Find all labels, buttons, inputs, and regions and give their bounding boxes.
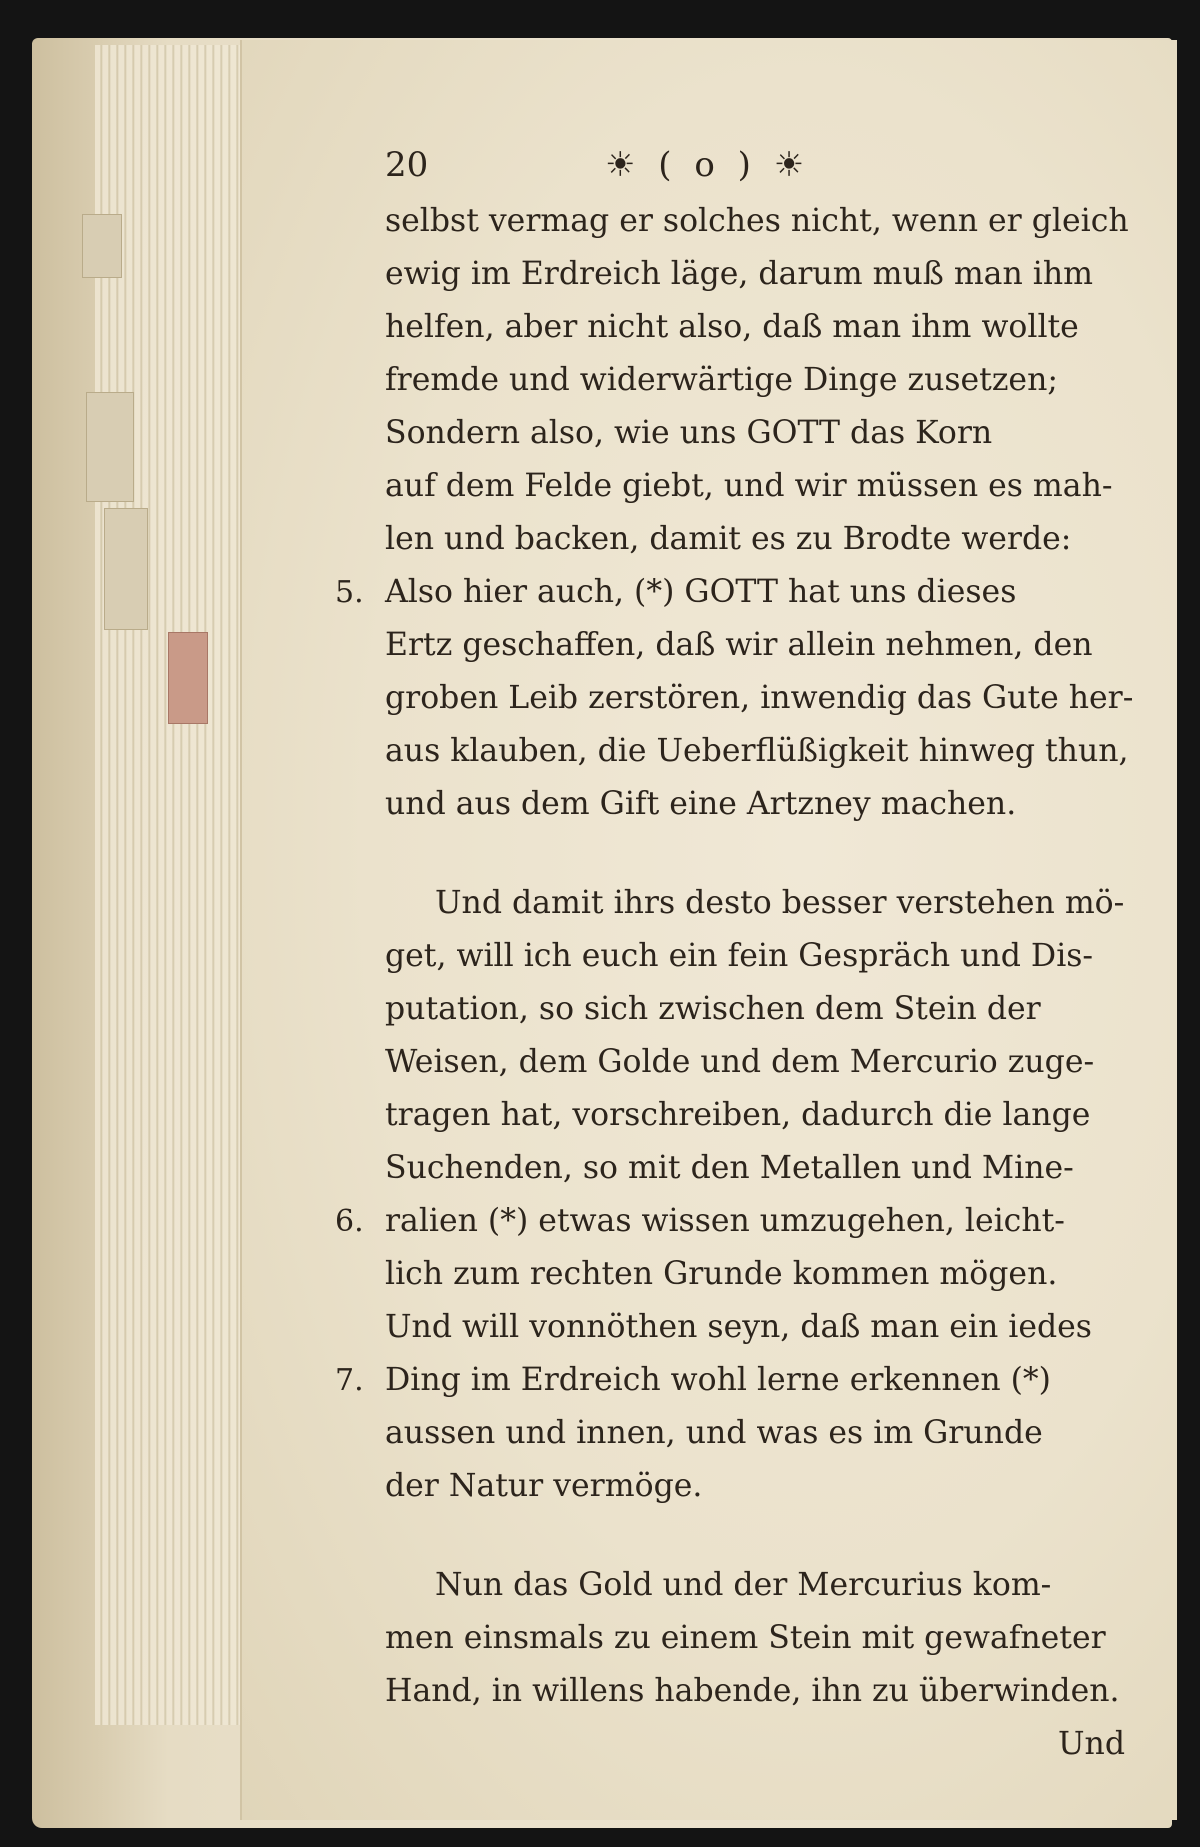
bookmark-tab xyxy=(104,508,148,630)
text-line: Weisen, dem Golde und dem Mercurio zuge- xyxy=(385,1044,1095,1080)
page-edges xyxy=(95,45,245,1725)
text-line xyxy=(335,1195,1155,1248)
bookmark-tab-red xyxy=(168,632,208,724)
catchword: Und xyxy=(1058,1726,1125,1762)
paragraph-gap xyxy=(385,831,1155,877)
text-line: aussen und innen, und was es im Grunde xyxy=(385,1415,1043,1451)
text-line: Suchenden, so mit den Metallen und Mine- xyxy=(385,1150,1074,1186)
text-line: Und damit ihrs desto besser verstehen mö- xyxy=(435,885,1125,921)
paragraph-gap xyxy=(385,1513,1155,1559)
text-line: Hand, in willens habende, ihn zu überwinden. xyxy=(385,1673,1120,1709)
page-header xyxy=(385,145,1155,195)
text-line: get, will ich euch ein fein Gespräch und Dis- xyxy=(385,938,1094,974)
text-line-content: Ding im Erdreich wohl lerne erkennen (*) xyxy=(385,1362,1051,1398)
text-line: auf dem Felde giebt, und wir müssen es mah- xyxy=(385,468,1113,504)
text-line-content: ralien (*) etwas wissen umzugehen, leicht- xyxy=(385,1203,1065,1239)
text-line-content: Also hier auch, (*) GOTT hat uns dieses xyxy=(385,574,1017,610)
text-line: helfen, aber nicht also, daß man ihm wollte xyxy=(385,309,1079,345)
text-line: Ertz geschaffen, daß wir allein nehmen, den xyxy=(385,627,1093,663)
text-line: aus klauben, die Ueberflüßigkeit hinweg thun, xyxy=(385,733,1129,769)
text-line: und aus dem Gift eine Artzney machen. xyxy=(385,786,1017,822)
text-line: Und will vonnöthen seyn, daß man ein iedes xyxy=(385,1309,1092,1345)
marginal-number: 7. xyxy=(335,1363,364,1398)
text-line xyxy=(335,1354,1155,1407)
text-line xyxy=(335,566,1155,619)
marginal-number: 6. xyxy=(335,1204,364,1239)
page-number: 20 xyxy=(385,145,429,185)
text-line: der Natur vermöge. xyxy=(385,1468,703,1504)
text-line: Nun das Gold und der Mercurius kom- xyxy=(435,1567,1052,1603)
text-line: men einsmals zu einem Stein mit gewafneter xyxy=(385,1620,1106,1656)
text-line: putation, so sich zwischen dem Stein der xyxy=(385,991,1041,1027)
text-line: selbst vermag er solches nicht, wenn er gleich xyxy=(385,203,1129,239)
marginal-number: 5. xyxy=(335,575,364,610)
text-line: lich zum rechten Grunde kommen mögen. xyxy=(385,1256,1058,1292)
bookmark-tab xyxy=(86,392,134,502)
text-line: fremde und widerwärtige Dinge zusetzen; xyxy=(385,362,1058,398)
bookmark-tab xyxy=(82,214,122,278)
running-head: ☀ ( o ) ☀ xyxy=(605,145,811,185)
page-text xyxy=(335,145,1155,1771)
text-line: len und backen, damit es zu Brodte werde: xyxy=(385,521,1072,557)
text-line: groben Leib zerstören, inwendig das Gute her- xyxy=(385,680,1134,716)
text-line: tragen hat, vorschreiben, dadurch die lange xyxy=(385,1097,1091,1133)
text-line: ewig im Erdreich läge, darum muß man ihm xyxy=(385,256,1093,292)
text-line: Sondern also, wie uns GOTT das Korn xyxy=(385,415,993,451)
